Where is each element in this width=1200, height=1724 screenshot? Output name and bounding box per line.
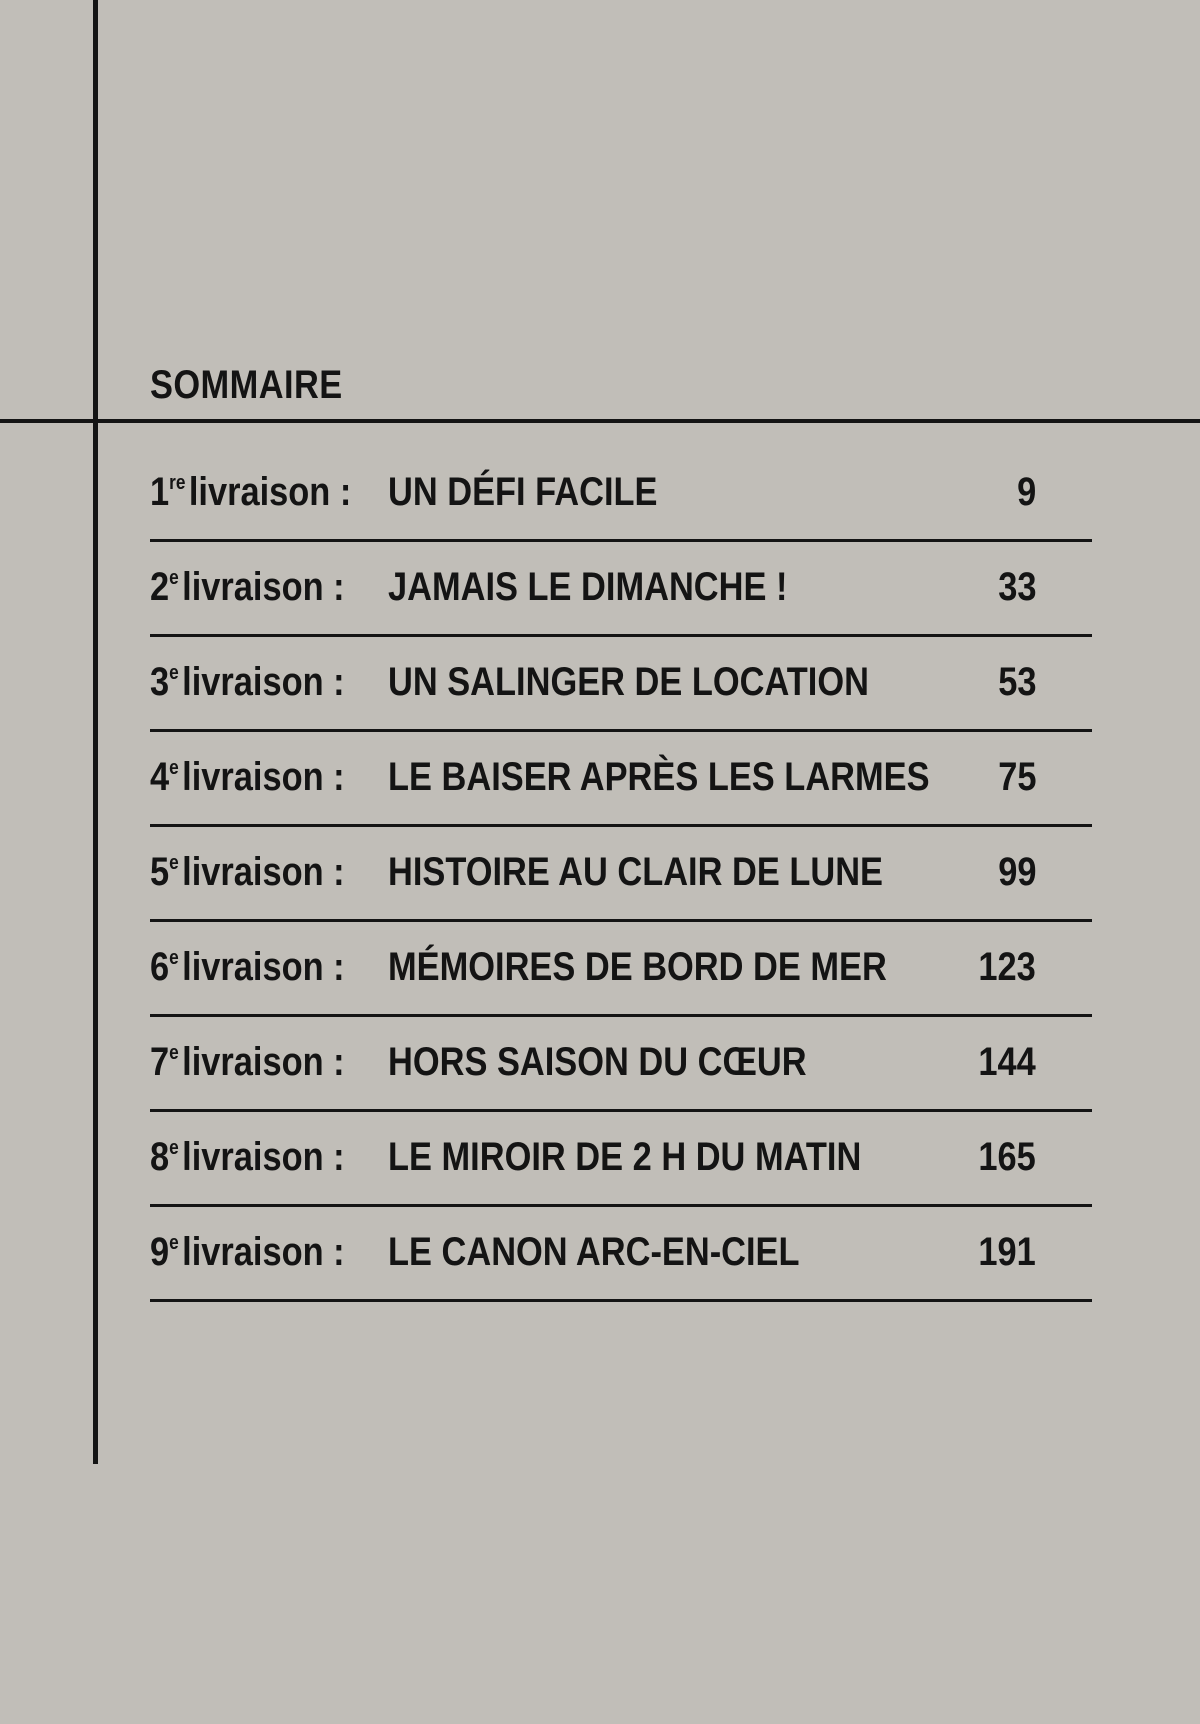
entry-title: HORS SAISON DU CŒUR xyxy=(388,1040,807,1084)
entry-underline xyxy=(150,919,1092,922)
entry-page-number: 123 xyxy=(978,945,1036,989)
toc-entry-2[interactable] xyxy=(150,555,1092,650)
entry-underline xyxy=(150,634,1092,637)
entry-label: 2elivraison : xyxy=(150,565,345,609)
entry-title: HISTOIRE AU CLAIR DE LUNE xyxy=(388,850,884,894)
entry-label: 7elivraison : xyxy=(150,1040,345,1084)
entry-page-number: 75 xyxy=(997,755,1036,799)
entry-underline xyxy=(150,1109,1092,1112)
horizontal-rule xyxy=(0,419,1200,423)
entry-label: 8elivraison : xyxy=(150,1135,345,1179)
entry-page-number: 9 xyxy=(1016,470,1036,514)
entry-page-number: 191 xyxy=(978,1230,1036,1274)
toc-entry-1[interactable] xyxy=(150,460,1092,555)
entry-page-number: 33 xyxy=(997,565,1036,609)
vertical-rule xyxy=(93,0,98,1464)
entry-underline xyxy=(150,1014,1092,1017)
toc-entry-7[interactable] xyxy=(150,1030,1092,1125)
toc-entry-3[interactable] xyxy=(150,650,1092,745)
entry-underline xyxy=(150,539,1092,542)
entry-page-number: 99 xyxy=(997,850,1036,894)
toc-entry-5[interactable] xyxy=(150,840,1092,935)
entry-label: 5elivraison : xyxy=(150,850,345,894)
entry-title: LE BAISER APRÈS LES LARMES xyxy=(388,755,930,799)
toc-entry-6[interactable] xyxy=(150,935,1092,1030)
toc-entry-4[interactable] xyxy=(150,745,1092,840)
toc-entry-9[interactable] xyxy=(150,1220,1092,1315)
entry-title: UN DÉFI FACILE xyxy=(388,470,658,514)
entry-label: 6elivraison : xyxy=(150,945,345,989)
entry-page-number: 144 xyxy=(978,1040,1036,1084)
entry-title: JAMAIS LE DIMANCHE ! xyxy=(388,565,788,609)
entry-title: LE MIROIR DE 2 H DU MATIN xyxy=(388,1135,862,1179)
entry-underline xyxy=(150,824,1092,827)
page-title: SOMMAIRE xyxy=(150,363,343,407)
entry-label: 9elivraison : xyxy=(150,1230,345,1274)
entry-page-number: 53 xyxy=(997,660,1036,704)
table-of-contents xyxy=(150,460,1092,1315)
entry-title: LE CANON ARC-EN-CIEL xyxy=(388,1230,800,1274)
entry-label: 4elivraison : xyxy=(150,755,345,799)
entry-title: UN SALINGER DE LOCATION xyxy=(388,660,869,704)
entry-underline xyxy=(150,729,1092,732)
toc-entry-8[interactable] xyxy=(150,1125,1092,1220)
entry-underline xyxy=(150,1299,1092,1302)
entry-label: 1relivraison : xyxy=(150,470,352,514)
entry-label: 3elivraison : xyxy=(150,660,345,704)
entry-page-number: 165 xyxy=(978,1135,1036,1179)
entry-title: MÉMOIRES DE BORD DE MER xyxy=(388,945,887,989)
entry-underline xyxy=(150,1204,1092,1207)
